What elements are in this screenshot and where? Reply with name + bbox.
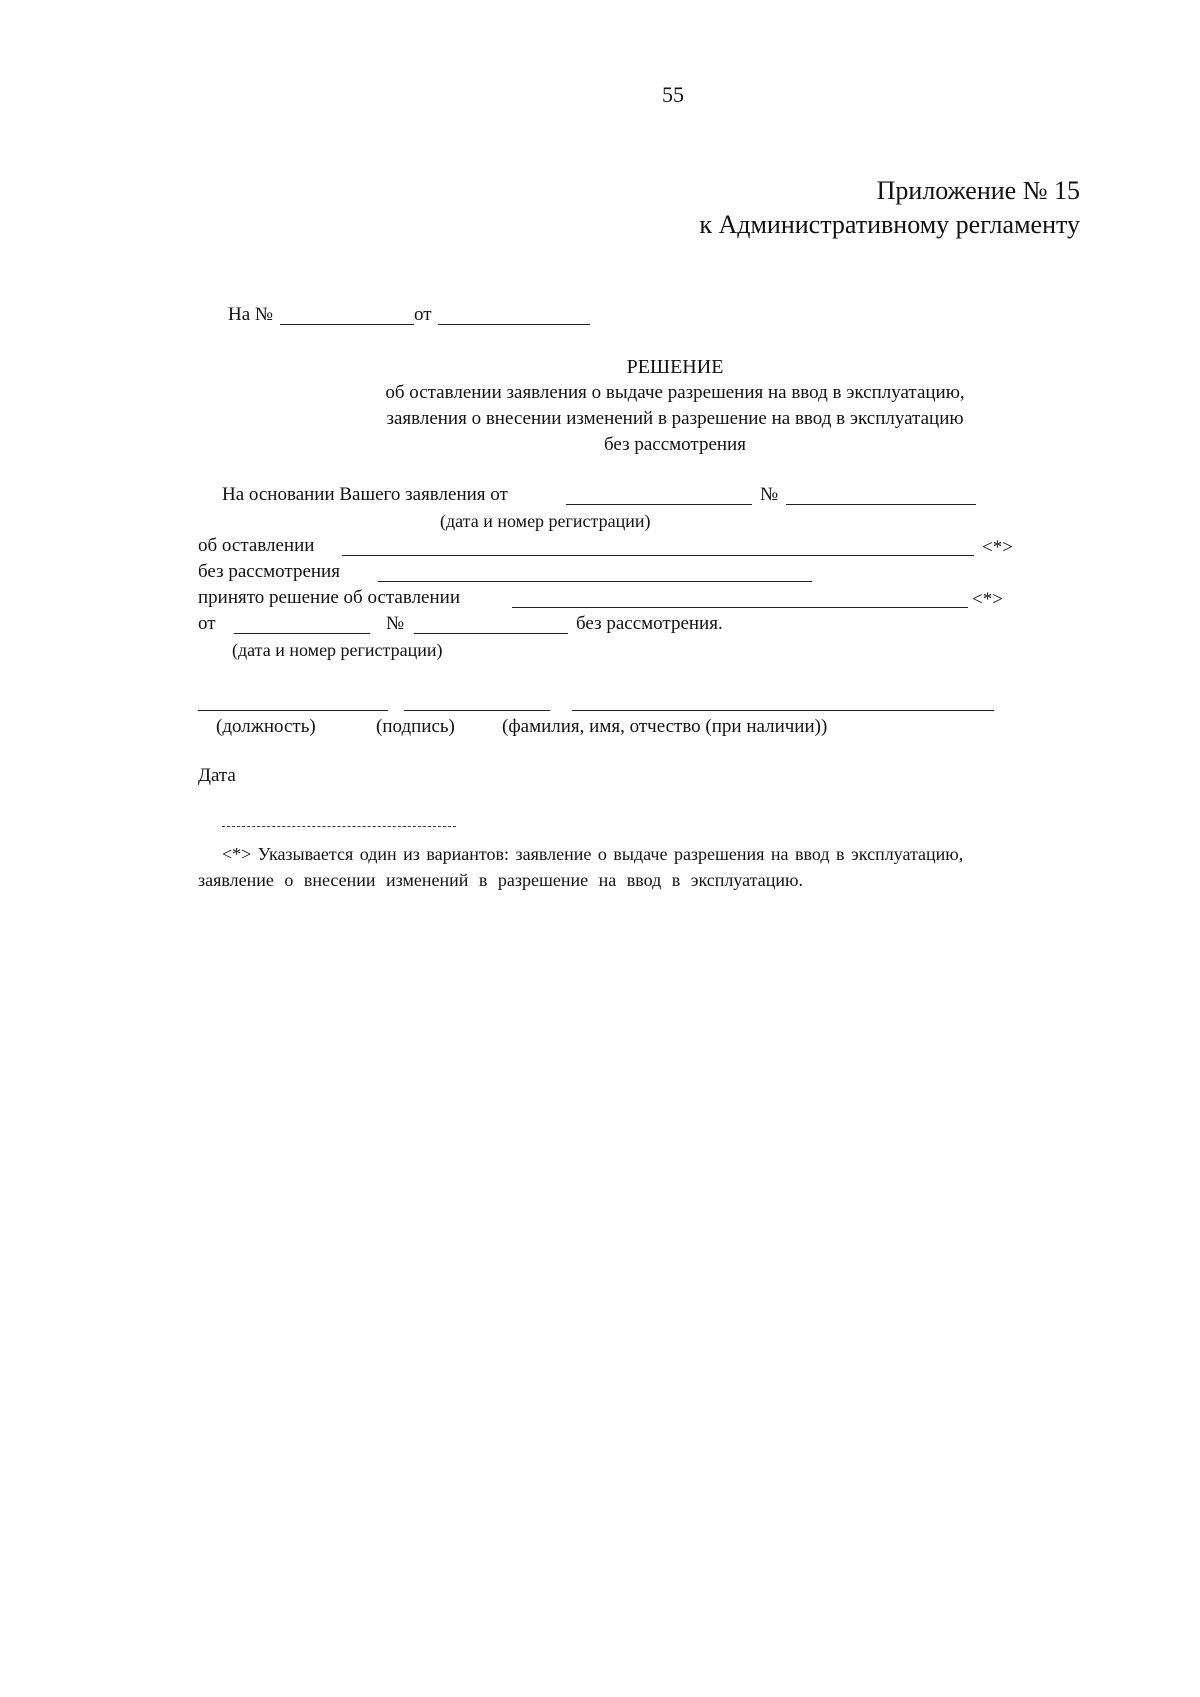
document-subtitle-line-3: без рассмотрения — [604, 434, 746, 455]
footnote-separator — [222, 826, 456, 827]
decision-label: принято решение об оставлении — [198, 587, 460, 608]
registration-hint-2: (дата и номер регистрации) — [232, 640, 443, 660]
ref-date-field[interactable] — [438, 324, 590, 325]
from-date-field[interactable] — [234, 633, 370, 634]
registration-hint-1: (дата и номер регистрации) — [440, 511, 651, 531]
document-subtitle-line-2: заявления о внесении изменений в разрешение на ввод в эксплуатацию — [386, 408, 964, 429]
ref-number-label: На № — [228, 304, 274, 325]
without-review-end: без рассмотрения. — [576, 613, 723, 634]
from-label: от — [198, 613, 216, 634]
date-label: Дата — [198, 765, 236, 786]
leave-label: об оставлении — [198, 535, 315, 556]
without-review-field[interactable] — [378, 581, 812, 582]
basis-number-label: № — [760, 484, 779, 505]
full-name-field[interactable] — [572, 710, 994, 711]
page-number: 55 — [662, 82, 684, 107]
ref-date-label: от — [414, 304, 432, 325]
decision-field[interactable] — [512, 607, 968, 608]
from-number-label: № — [386, 613, 405, 634]
signature-caption: (подпись) — [376, 716, 455, 737]
leave-field[interactable] — [342, 555, 974, 556]
basis-number-field[interactable] — [786, 504, 976, 505]
document-title: РЕШЕНИЕ — [626, 356, 724, 378]
ref-number-field[interactable] — [280, 324, 414, 325]
basis-date-field[interactable] — [566, 504, 752, 505]
signature-field[interactable] — [404, 710, 550, 711]
from-number-field[interactable] — [414, 633, 568, 634]
appendix-subtitle: к Административному регламенту — [699, 210, 1080, 239]
footnote-marker-1: <*> — [982, 537, 1013, 558]
footnote-line-1: <*> Указывается один из вариантов: заявление о выдаче разрешения на ввод в эксплуатацию, — [222, 844, 964, 864]
position-caption: (должность) — [216, 716, 316, 737]
footnote-marker-2: <*> — [972, 589, 1003, 610]
basis-text: На основании Вашего заявления от — [222, 484, 508, 505]
footnote-line-2: заявление о внесении изменений в разрешение на ввод в эксплуатацию. — [198, 870, 803, 890]
document-subtitle-line-1: об оставлении заявления о выдаче разрешения на ввод в эксплуатацию, — [385, 382, 965, 403]
full-name-caption: (фамилия, имя, отчество (при наличии)) — [502, 716, 828, 737]
without-review-label: без рассмотрения — [198, 561, 340, 582]
appendix-title: Приложение № 15 — [876, 176, 1080, 205]
position-field[interactable] — [198, 710, 388, 711]
